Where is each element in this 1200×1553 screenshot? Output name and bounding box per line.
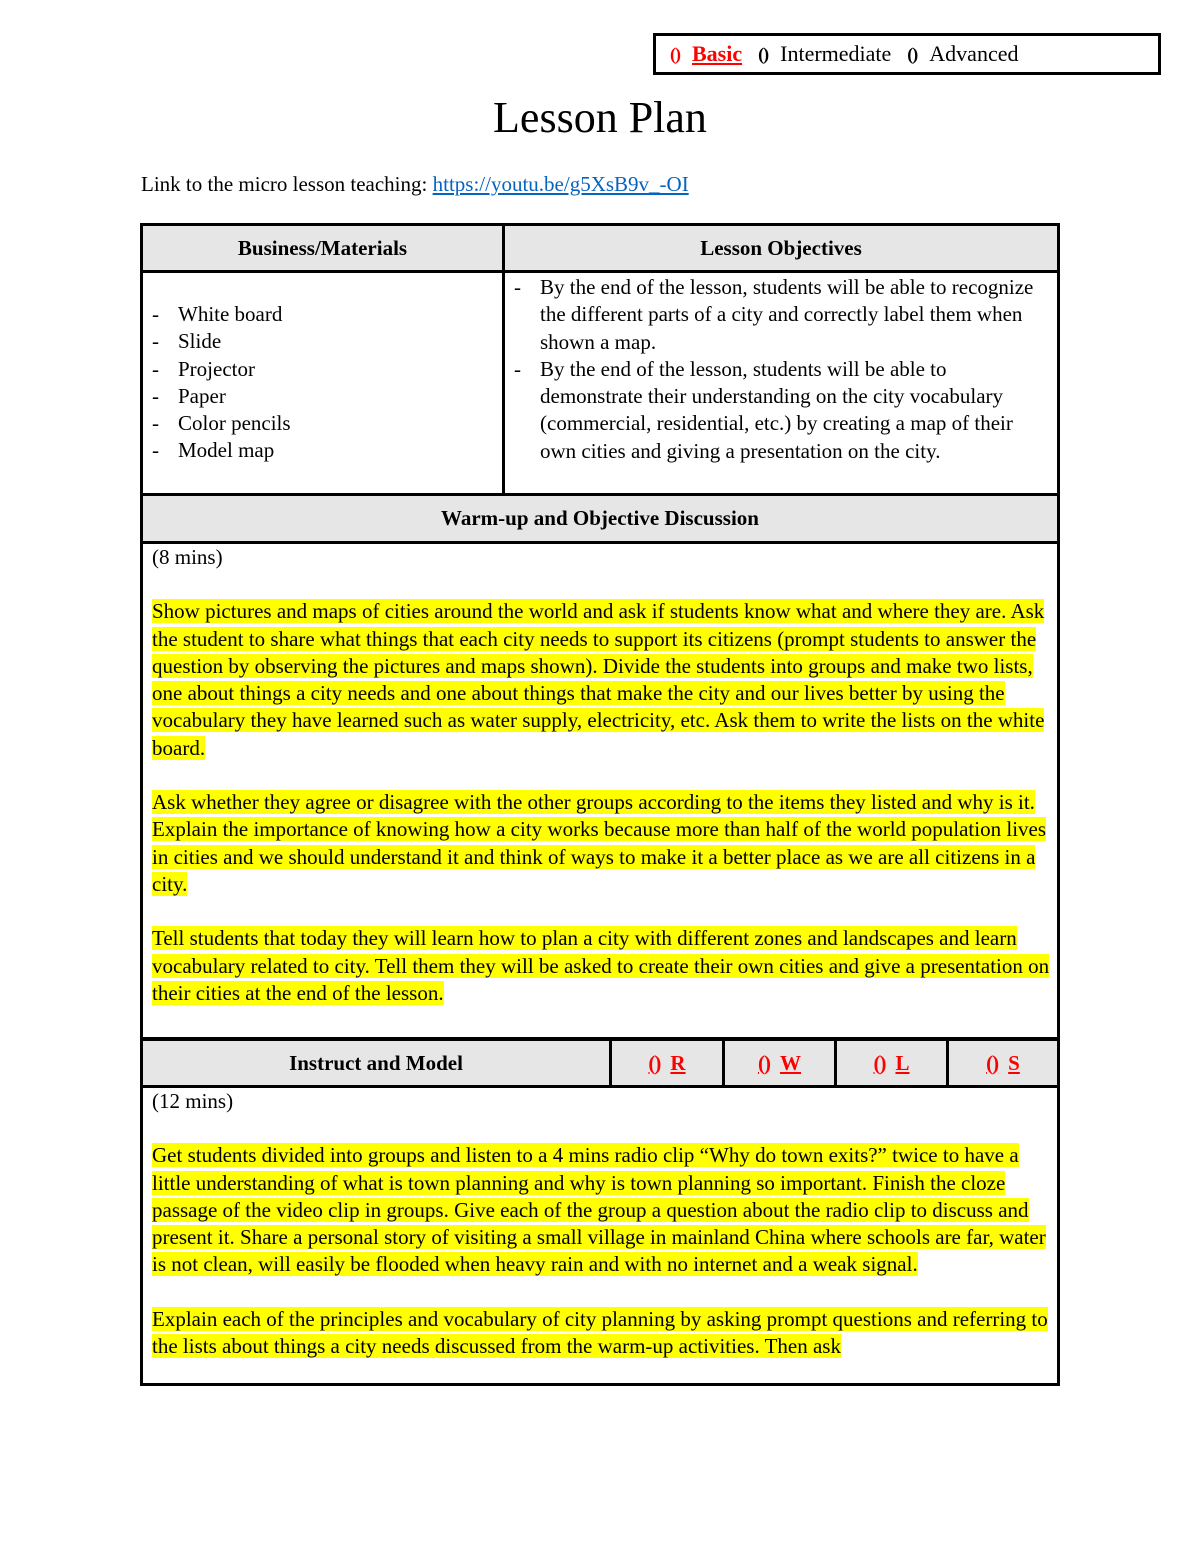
skill-reading[interactable] [612, 1041, 722, 1085]
materials-header: Business/Materials [143, 226, 502, 270]
level-label-advanced: Advanced [929, 41, 1019, 66]
instruct-paragraph: Explain each of the principles and vocabulary of city planning by asking prompt questions and referring to the lists about things a city needs discussed from the warm-up activities. Then ask [152, 1306, 1048, 1359]
skill-speaking[interactable] [949, 1041, 1057, 1085]
list-item: - White board [143, 301, 502, 328]
lesson-plan-table [140, 223, 1060, 1386]
warmup-paragraph: Ask whether they agree or disagree with the other groups according to the items they listed and why is it. Explain the importance of knowing how a city works because more than half of the world population lives in cities and we should understand it and think of ways to make it a better place as we are all citizens in a city. [152, 790, 1047, 896]
objectives-header: Lesson Objectives [505, 226, 1057, 270]
level-label-intermediate: Intermediate [780, 41, 892, 66]
skill-label: S [1008, 1050, 1020, 1075]
list-item: - Color pencils [143, 410, 502, 437]
divider [143, 270, 1057, 273]
page-title: Lesson Plan [493, 93, 707, 142]
level-label-basic: Basic [692, 41, 743, 66]
radio-icon: () [758, 43, 769, 64]
level-option-basic[interactable] [670, 41, 742, 67]
level-selector [653, 33, 1161, 75]
skill-label: W [780, 1050, 801, 1075]
list-item: - By the end of the lesson, students will be able to demonstrate their understanding on the city vocabulary (commercial, residential, etc.) by creating a map of their own cities and giving a presentation on the city. [505, 356, 1035, 465]
radio-icon: () [907, 43, 918, 64]
warmup-paragraph: Tell students that today they will learn how to plan a city with different zones and landscapes and learn vocabulary related to city. Tell them they will be asked to create their own cities and give a presentation on their cities at the end of the lesson. [152, 926, 1050, 1005]
warmup-paragraph: Show pictures and maps of cities around the world and ask if students know what and where they are. Ask the student to share what things that each city needs to support its citizens (prompt students to answer the question by observing the pictures and maps shown). Divide the students into groups and make two lists, one about things a city needs and one about things that make the city and our lives better by using the vocabulary they have learned such as water supply, electricity, etc. Ask them to write the lists on the white board. [152, 599, 1045, 760]
objectives-cell [505, 274, 1035, 465]
lesson-link-line [141, 172, 689, 197]
checkbox-icon: () [873, 1050, 886, 1075]
checkbox-icon: () [648, 1050, 661, 1075]
objectives-list [505, 274, 1035, 465]
list-item: - Projector [143, 356, 502, 383]
warmup-body [152, 544, 1052, 1034]
instruct-paragraph: Get students divided into groups and listen to a 4 mins radio clip “Why do town exits?” twice to have a little understanding of what is town planning and why is town planning so important. Finish the cloze passage of the video clip in groups. Give each of the group a question about the radio clip to discuss and present it. Share a personal story of visiting a small village in mainland China where schools are far, water is not clean, will easily be flooded when heavy rain and with no internet and a weak signal. [152, 1143, 1046, 1277]
list-item: - Slide [143, 328, 502, 355]
list-item: - By the end of the lesson, students will be able to recognize the different parts of a city and correctly label them when shown a map. [505, 274, 1035, 356]
skill-label: L [895, 1050, 910, 1075]
warmup-duration: (8 mins) [152, 545, 223, 569]
instruct-body [152, 1088, 1052, 1383]
level-option-intermediate[interactable] [758, 41, 891, 67]
checkbox-icon: () [986, 1050, 999, 1075]
warmup-header: Warm-up and Objective Discussion [143, 496, 1057, 541]
skill-writing[interactable] [725, 1041, 834, 1085]
materials-cell [143, 301, 502, 465]
level-option-advanced[interactable] [907, 41, 1018, 67]
link-label: Link to the micro lesson teaching: [141, 172, 433, 196]
list-item: - Model map [143, 437, 502, 464]
materials-list [143, 301, 502, 465]
skill-listening[interactable] [837, 1041, 946, 1085]
instruct-header: Instruct and Model [289, 1050, 463, 1075]
skill-label: R [670, 1050, 686, 1075]
list-item: - Paper [143, 383, 502, 410]
radio-icon: () [670, 43, 680, 64]
instruct-duration: (12 mins) [152, 1089, 234, 1113]
checkbox-icon: () [758, 1050, 770, 1075]
lesson-video-link[interactable]: https://youtu.be/g5XsB9v_-OI [432, 172, 689, 196]
